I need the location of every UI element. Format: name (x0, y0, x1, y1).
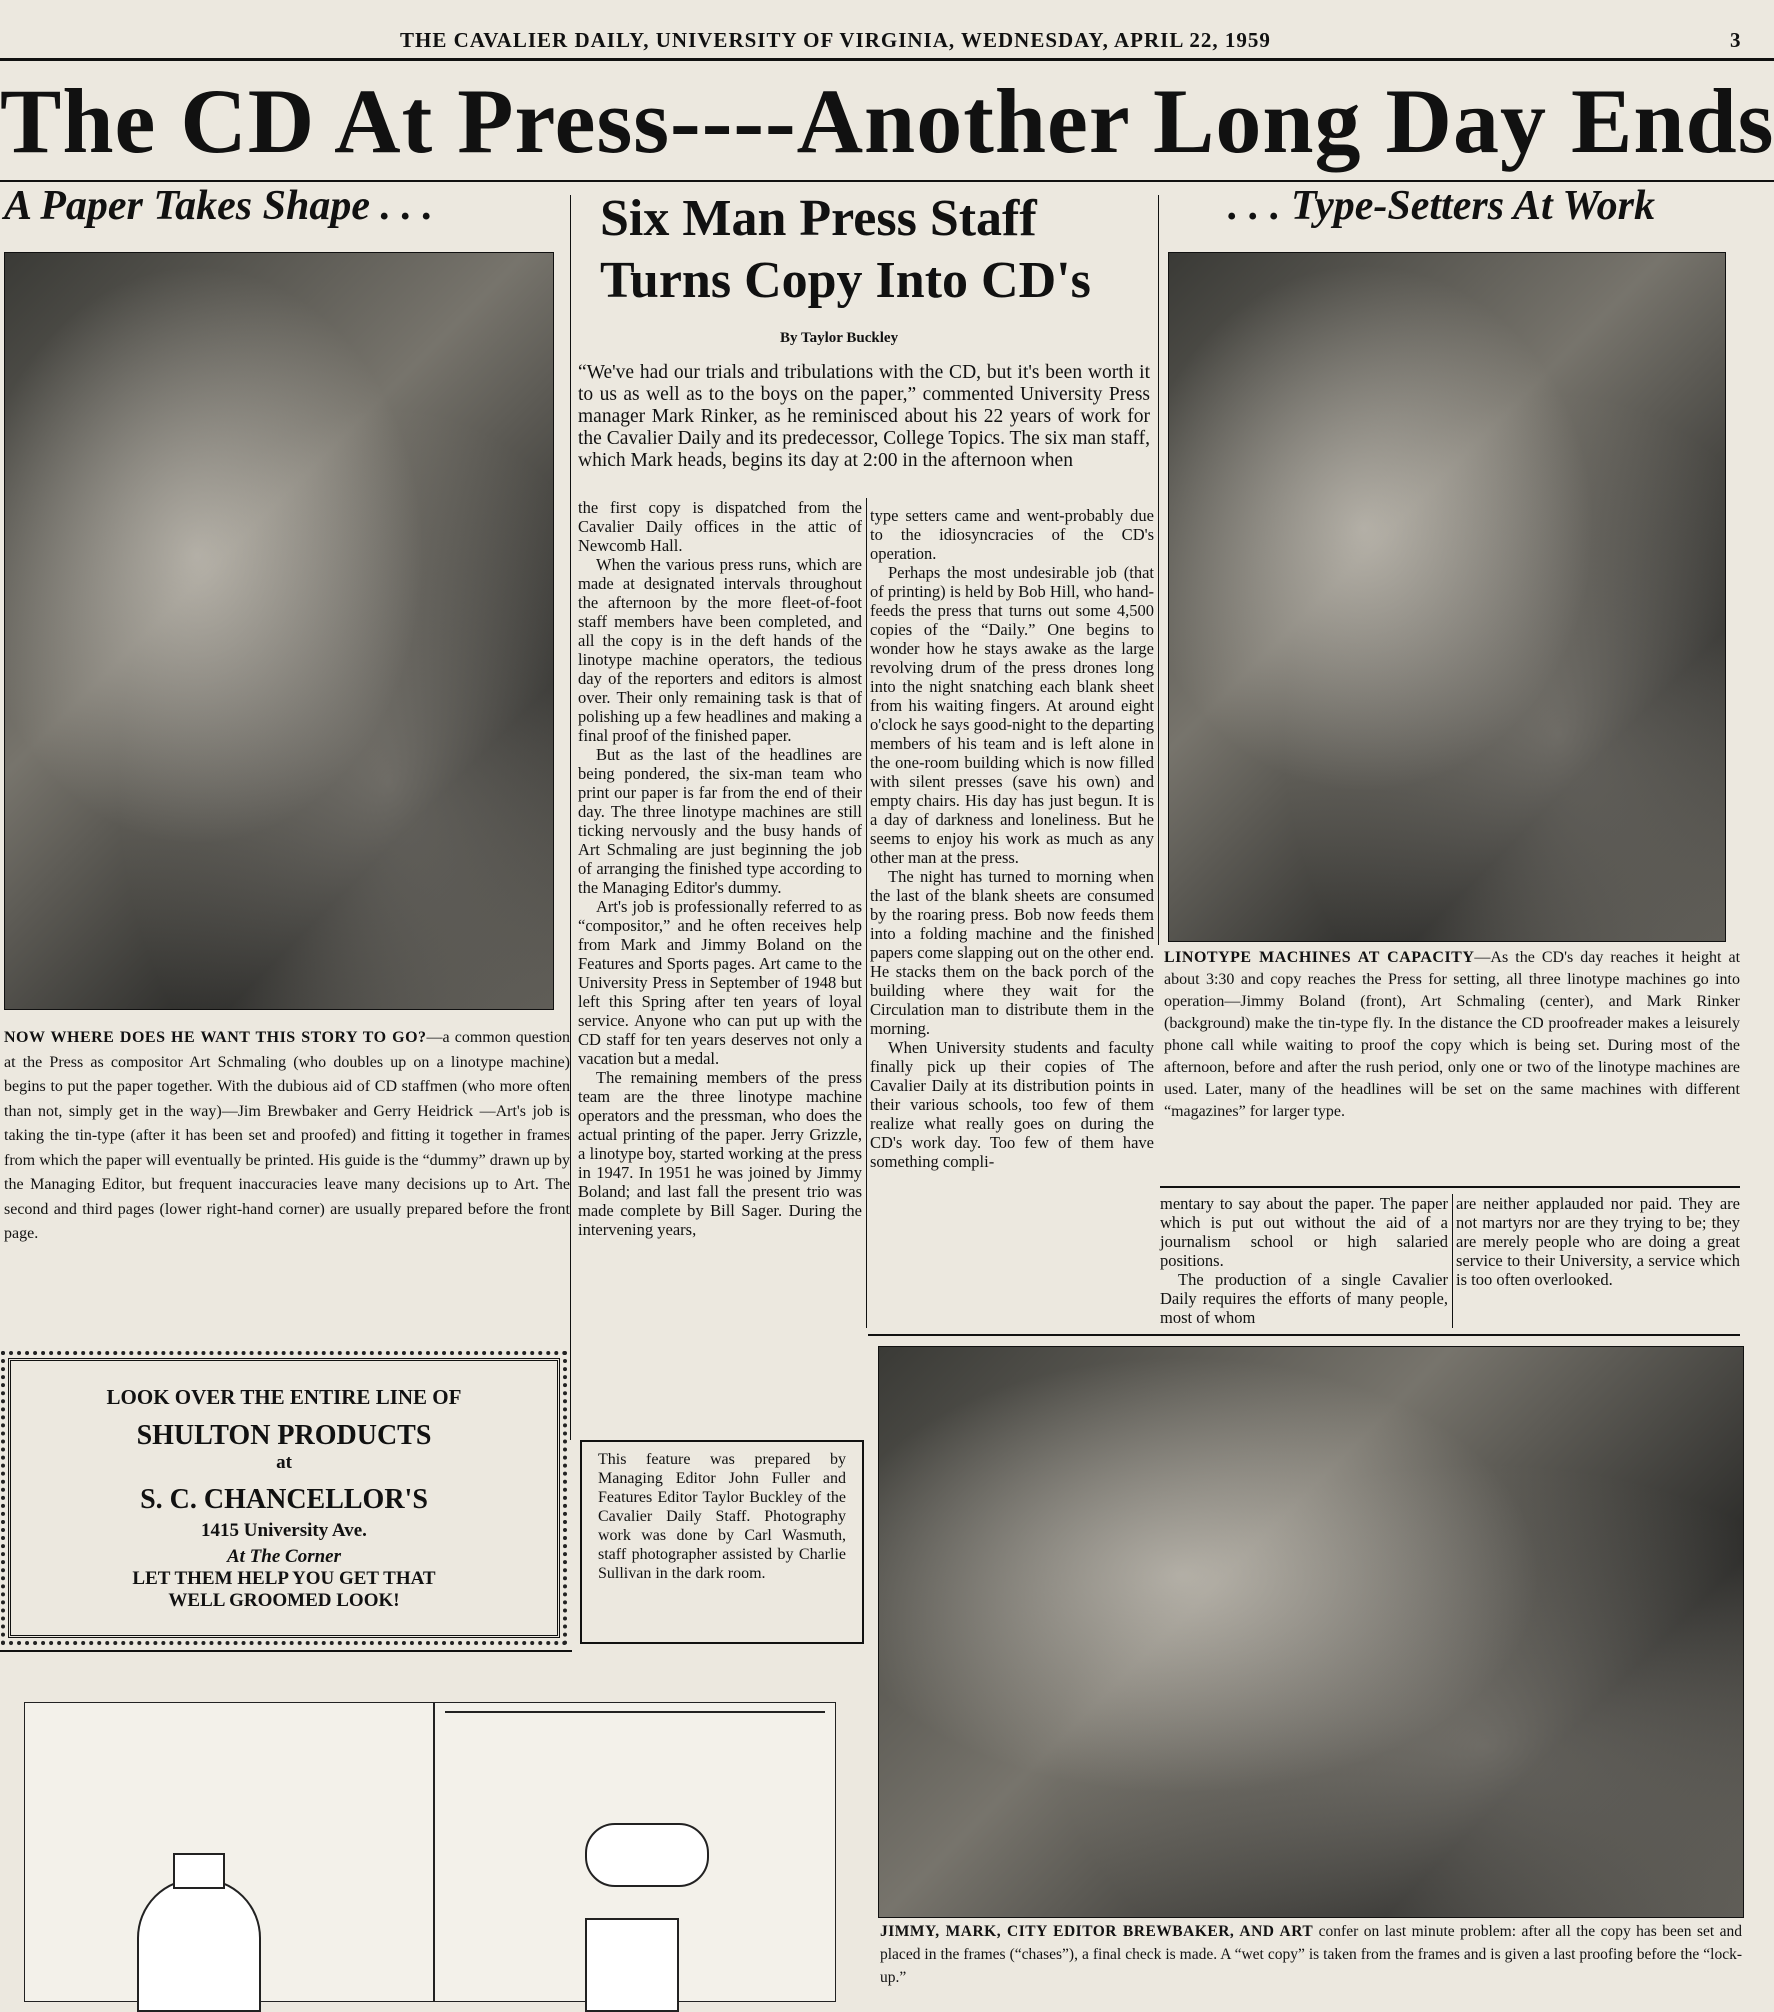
article-column-2 (870, 506, 1154, 1171)
col4-para-1: are neither applauded nor paid. They are not martyrs nor are they trying to be; they are merely people who are doing a great service to their University, a service which is too often overlooked. (1456, 1194, 1740, 1289)
bottle-cap-icon (173, 1853, 225, 1889)
left-caption (4, 1026, 570, 1247)
col1-para-4: Art's job is professionally referred to as “compositor,” and he often receives help from Mark and Jimmy Boland on the Features and Sports pages. Art came to the University Press in September of 1948 but left this Spring after ten years of loyal service. Anyone who can put up with the CD staff for ten years deserves not only a vacation but a medal. (578, 897, 862, 1068)
col1-para-5: The remaining members of the press team are the three linotype machine operators and the pressman, who does the actual printing of the paper. Jerry Grizzle, a linotype boy, started working at the press in 1947. In 1951 he was joined by Jimmy Boland; and last fall the present trio was made complete by Bill Sager. During the intervening years, (578, 1068, 862, 1239)
toiletries-illustration (24, 1702, 836, 2002)
left-caption-text: —a common question at the Press as compositor Art Schmaling (who doubles up on a linotype machine) begins to put the paper together. With the dubious aid of CD staffmen (who more often than not, simply get in the way)—Jim Brewbaker and Gerry Heidrick —Art's job is taking the tin-type (after it has been set and proofed) and fitting it together in frames from which the paper will eventually be printed. His guide is the “dummy” drawn up by the Managing Editor, but frequent inaccuracies leave many decisions up to Art. The second and third pages (lower right-hand corner) are usually prepared before the front page. (4, 1029, 571, 1242)
col2-para-1: type setters came and went-probably due to the idiosyncracies of the CD's operation. (870, 506, 1154, 563)
jar-icon (585, 1918, 679, 2012)
col3-para-2: The production of a single Cavalier Daily requires the efforts of many people, most of whom (1160, 1270, 1448, 1327)
photo-compositor (4, 252, 554, 1010)
bottle-icon (137, 1878, 261, 2012)
continuation-column-rule (1452, 1194, 1453, 1328)
article-column-rule (866, 498, 867, 1328)
photo-linotype (1168, 252, 1726, 942)
feature-credit-text: This feature was prepared by Managing Editor John Fuller and Features Editor Taylor Buckley of the Cavalier Daily Staff. Photography work was done by Carl Wasmuth, staff photographer assisted by Charlie Sullivan in the dark room. (598, 1451, 846, 1582)
col1-para-2: When the various press runs, which are made at designated intervals throughout the afternoon by the more fleet-of-foot staff members have been completed, and all the copy is in the deft hands of the linotype machine operators, the tedious day of the reporters and editors is almost over. Their only remaining task is that of polishing up a few headlines and making a final proof of the finished paper. (578, 555, 862, 745)
ad-line-7: LET THEM HELP YOU GET THAT (132, 1568, 436, 1589)
folio-line: THE CAVALIER DAILY, UNIVERSITY OF VIRGINIA, WEDNESDAY, APRIL 22, 1959 (400, 28, 1271, 52)
right-caption (1164, 947, 1740, 1123)
article-column-4 (1456, 1194, 1740, 1289)
article-lede: “We've had our trials and tribulations with the CD, but it's been worth it to us as well as to the boys on the paper,” commented University Press manager Mark Rinker, as he reminisced about his 22 years of work for the Cavalier Daily and its predecessor, College Topics. The six man staff, which Mark heads, begins its day at 2:00 in the afternoon when (578, 362, 1150, 471)
col1-para-3: But as the last of the headlines are being pondered, the six-man team who print our paper is far from the end of their day. The three linotype machines are still ticking nervously and the busy hands of Art Schmaling are just beginning the job of arranging the finished type according to the Managing Editor's dummy. (578, 745, 862, 897)
left-caption-lead: NOW WHERE DOES HE WANT THIS STORY TO GO? (4, 1029, 427, 1046)
right-caption-text: —As the CD's day reaches it height at about 3:30 and copy reaches the Press for setting, all three linotype machines go into operation—Jimmy Boland (front), Art Schmaling (center), and Mark Rinker (background) make the tin-type fly. In the distance the CD proofreader makes a leisurely phone call while waiting to proof the copy which is being set. During most of the afternoon, before and after the rush period, only one or two of the linotype machines are used. Later, many of the headlines will be set on the same machines with different “magazines” for larger type. (1164, 949, 1741, 1120)
page-number: 3 (1730, 28, 1741, 52)
bottom-photo-rule (868, 1334, 1740, 1336)
left-kicker: A Paper Takes Shape . . . (4, 183, 433, 229)
article-column-3 (1160, 1194, 1448, 1327)
photo-final-check (878, 1346, 1744, 1918)
top-rule (0, 58, 1774, 61)
col1-para-1: the first copy is dispatched from the Cavalier Daily offices in the attic of Newcomb Hall. (578, 498, 862, 555)
ad-line-2: SHULTON PRODUCTS (136, 1420, 432, 1451)
hand-holding-cap-icon (585, 1823, 709, 1887)
column-rule-left (570, 195, 571, 1440)
column-rule-right (1158, 195, 1159, 945)
ad-line-3: at (276, 1452, 292, 1473)
bottom-caption-text: confer on last minute problem: after all the copy has been set and placed in the frames (“chases”), a final check is made. A “wet copy” is taken from the frames and is given a last proofing before the “lock-up.” (880, 1923, 1742, 1986)
ad-line-4: S. C. CHANCELLOR'S (140, 1484, 428, 1515)
banner-headline: The CD At Press----Another Long Day Ends (0, 70, 1774, 172)
col2-para-3: The night has turned to morning when the last of the blank sheets are consumed by the roaring press. Bob now feeds them into a folding machine and the finished papers come slapping out on the other end. He stacks them on the back porch of the building where they wait for the Circulation man to distribute them in the morning. (870, 867, 1154, 1038)
col2-para-4: When University students and faculty finally pick up their copies of The Cavalier Daily at its distribution points in their various schools, too few of them realize what really goes on during the CD's work day. Too few of them have something compli- (870, 1038, 1154, 1171)
illustration-divider (433, 1703, 435, 2001)
ad-line-1: LOOK OVER THE ENTIRE LINE OF (106, 1385, 462, 1409)
bottom-caption (880, 1920, 1742, 1989)
feature-credit-box (580, 1440, 864, 1644)
ad-rule (0, 1650, 572, 1652)
ad-line-6: At The Corner (226, 1546, 342, 1567)
illustration-top-line (445, 1711, 825, 1713)
bottom-caption-lead: JIMMY, MARK, CITY EDITOR BREWBAKER, AND ART (880, 1923, 1314, 1940)
shulton-ad (8, 1358, 560, 1638)
ad-line-8: WELL GROOMED LOOK! (168, 1590, 400, 1611)
center-headline: Six Man Press Staff Turns Copy Into CD's (600, 190, 1091, 309)
right-caption-rule (1160, 1186, 1740, 1188)
byline: By Taylor Buckley (780, 330, 899, 346)
col3-para-1: mentary to say about the paper. The paper which is put out without the aid of a journalism school or high salaried positions. (1160, 1194, 1448, 1270)
right-kicker: . . . Type-Setters At Work (1228, 183, 1655, 229)
right-caption-lead: LINOTYPE MACHINES AT CAPACITY (1164, 949, 1475, 966)
ad-line-5: 1415 University Ave. (201, 1520, 367, 1541)
col2-para-2: Perhaps the most undesirable job (that of printing) is held by Bob Hill, who hand-feeds the press that turns out some 4,500 copies of the “Daily.” One begins to wonder how he stays awake as the large revolving drum of the press drones long into the night snatching each blank sheet from his waiting fingers. At around eight o'clock he says good-night to the departing members of his team and is left alone in the one-room building which is now filled with silent presses (save his own) and empty chairs. His day has just begun. It is a day of darkness and loneliness. But he seems to enjoy his work as much as any other man at the press. (870, 563, 1154, 867)
article-column-1 (578, 498, 862, 1239)
